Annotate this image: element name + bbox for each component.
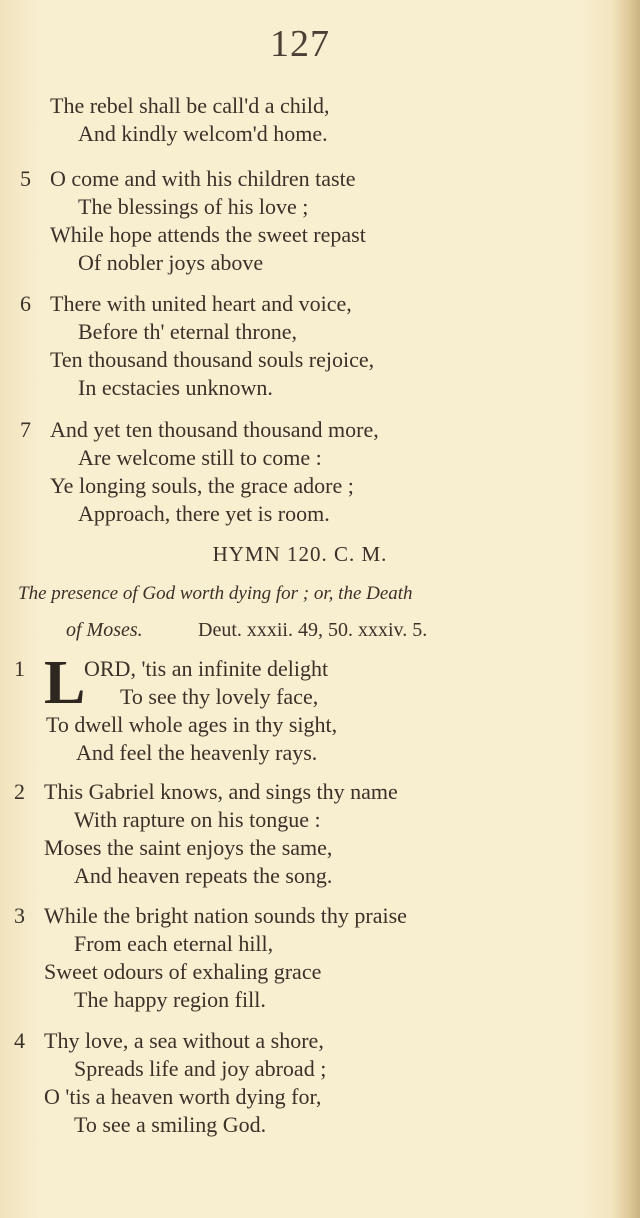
verse-number: 1 [14, 656, 25, 681]
verse-line: O come and with his children taste [50, 166, 356, 191]
verse-line: Moses the saint enjoys the same, [44, 835, 333, 860]
verse-line: With rapture on his tongue : [74, 807, 321, 832]
page-edge-shadow [612, 0, 640, 1218]
verse-line: The happy region fill. [74, 987, 266, 1012]
verse-number: 3 [14, 903, 25, 928]
verse-line: O 'tis a heaven worth dying for, [44, 1084, 322, 1109]
verse-line: To dwell whole ages in thy sight, [46, 712, 338, 737]
page-number: 127 [270, 23, 330, 65]
scripture-reference: Deut. xxxii. 49, 50. xxxiv. 5. [198, 619, 428, 641]
verse-number: 2 [14, 779, 25, 804]
hymn-subtitle-line-1: The presence of God worth dying for ; or, the Death [18, 583, 413, 604]
verse-line: From each eternal hill, [74, 931, 274, 956]
verse-line: Thy love, a sea without a shore, [44, 1028, 324, 1053]
verse-line: Are welcome still to come : [78, 445, 322, 470]
verse-line: To see thy lovely face, [120, 684, 319, 709]
verse-line: There with united heart and voice, [50, 291, 352, 316]
verse-line: While hope attends the sweet repast [50, 222, 366, 247]
verse-line: And yet ten thousand thousand more, [50, 417, 379, 442]
verse-line: Ten thousand thousand souls rejoice, [50, 347, 375, 372]
verse-line: In ecstacies unknown. [78, 375, 273, 400]
verse-number: 7 [20, 417, 31, 442]
continuation-line-1: The rebel shall be call'd a child, [50, 93, 330, 118]
verse-line: And heaven repeats the song. [74, 863, 333, 888]
verse-line: Spreads life and joy abroad ; [74, 1056, 327, 1081]
verse-line: ORD, 'tis an infinite delight [84, 656, 329, 681]
hymn-subtitle-line-2: of Moses. [66, 619, 143, 641]
drop-cap-letter: L [44, 649, 86, 717]
verse-line: Before th' eternal throne, [78, 319, 297, 344]
verse-line: Ye longing souls, the grace adore ; [50, 473, 354, 498]
verse-line: And feel the heavenly rays. [76, 740, 318, 765]
verse-line: While the bright nation sounds thy praise [44, 903, 407, 928]
verse-number: 4 [14, 1028, 25, 1053]
verse-number: 5 [20, 166, 31, 191]
verse-line: The blessings of his love ; [78, 194, 309, 219]
verse-line: This Gabriel knows, and sings thy name [44, 779, 398, 804]
continuation-line-2: And kindly welcom'd home. [78, 121, 328, 146]
hymn-title: HYMN 120. C. M. [212, 542, 388, 566]
verse-line: Of nobler joys above [78, 250, 264, 275]
verse-line: Sweet odours of exhaling grace [44, 959, 322, 984]
verse-number: 6 [20, 291, 31, 316]
verse-line: Approach, there yet is room. [78, 501, 330, 526]
verse-line: To see a smiling God. [74, 1112, 267, 1137]
